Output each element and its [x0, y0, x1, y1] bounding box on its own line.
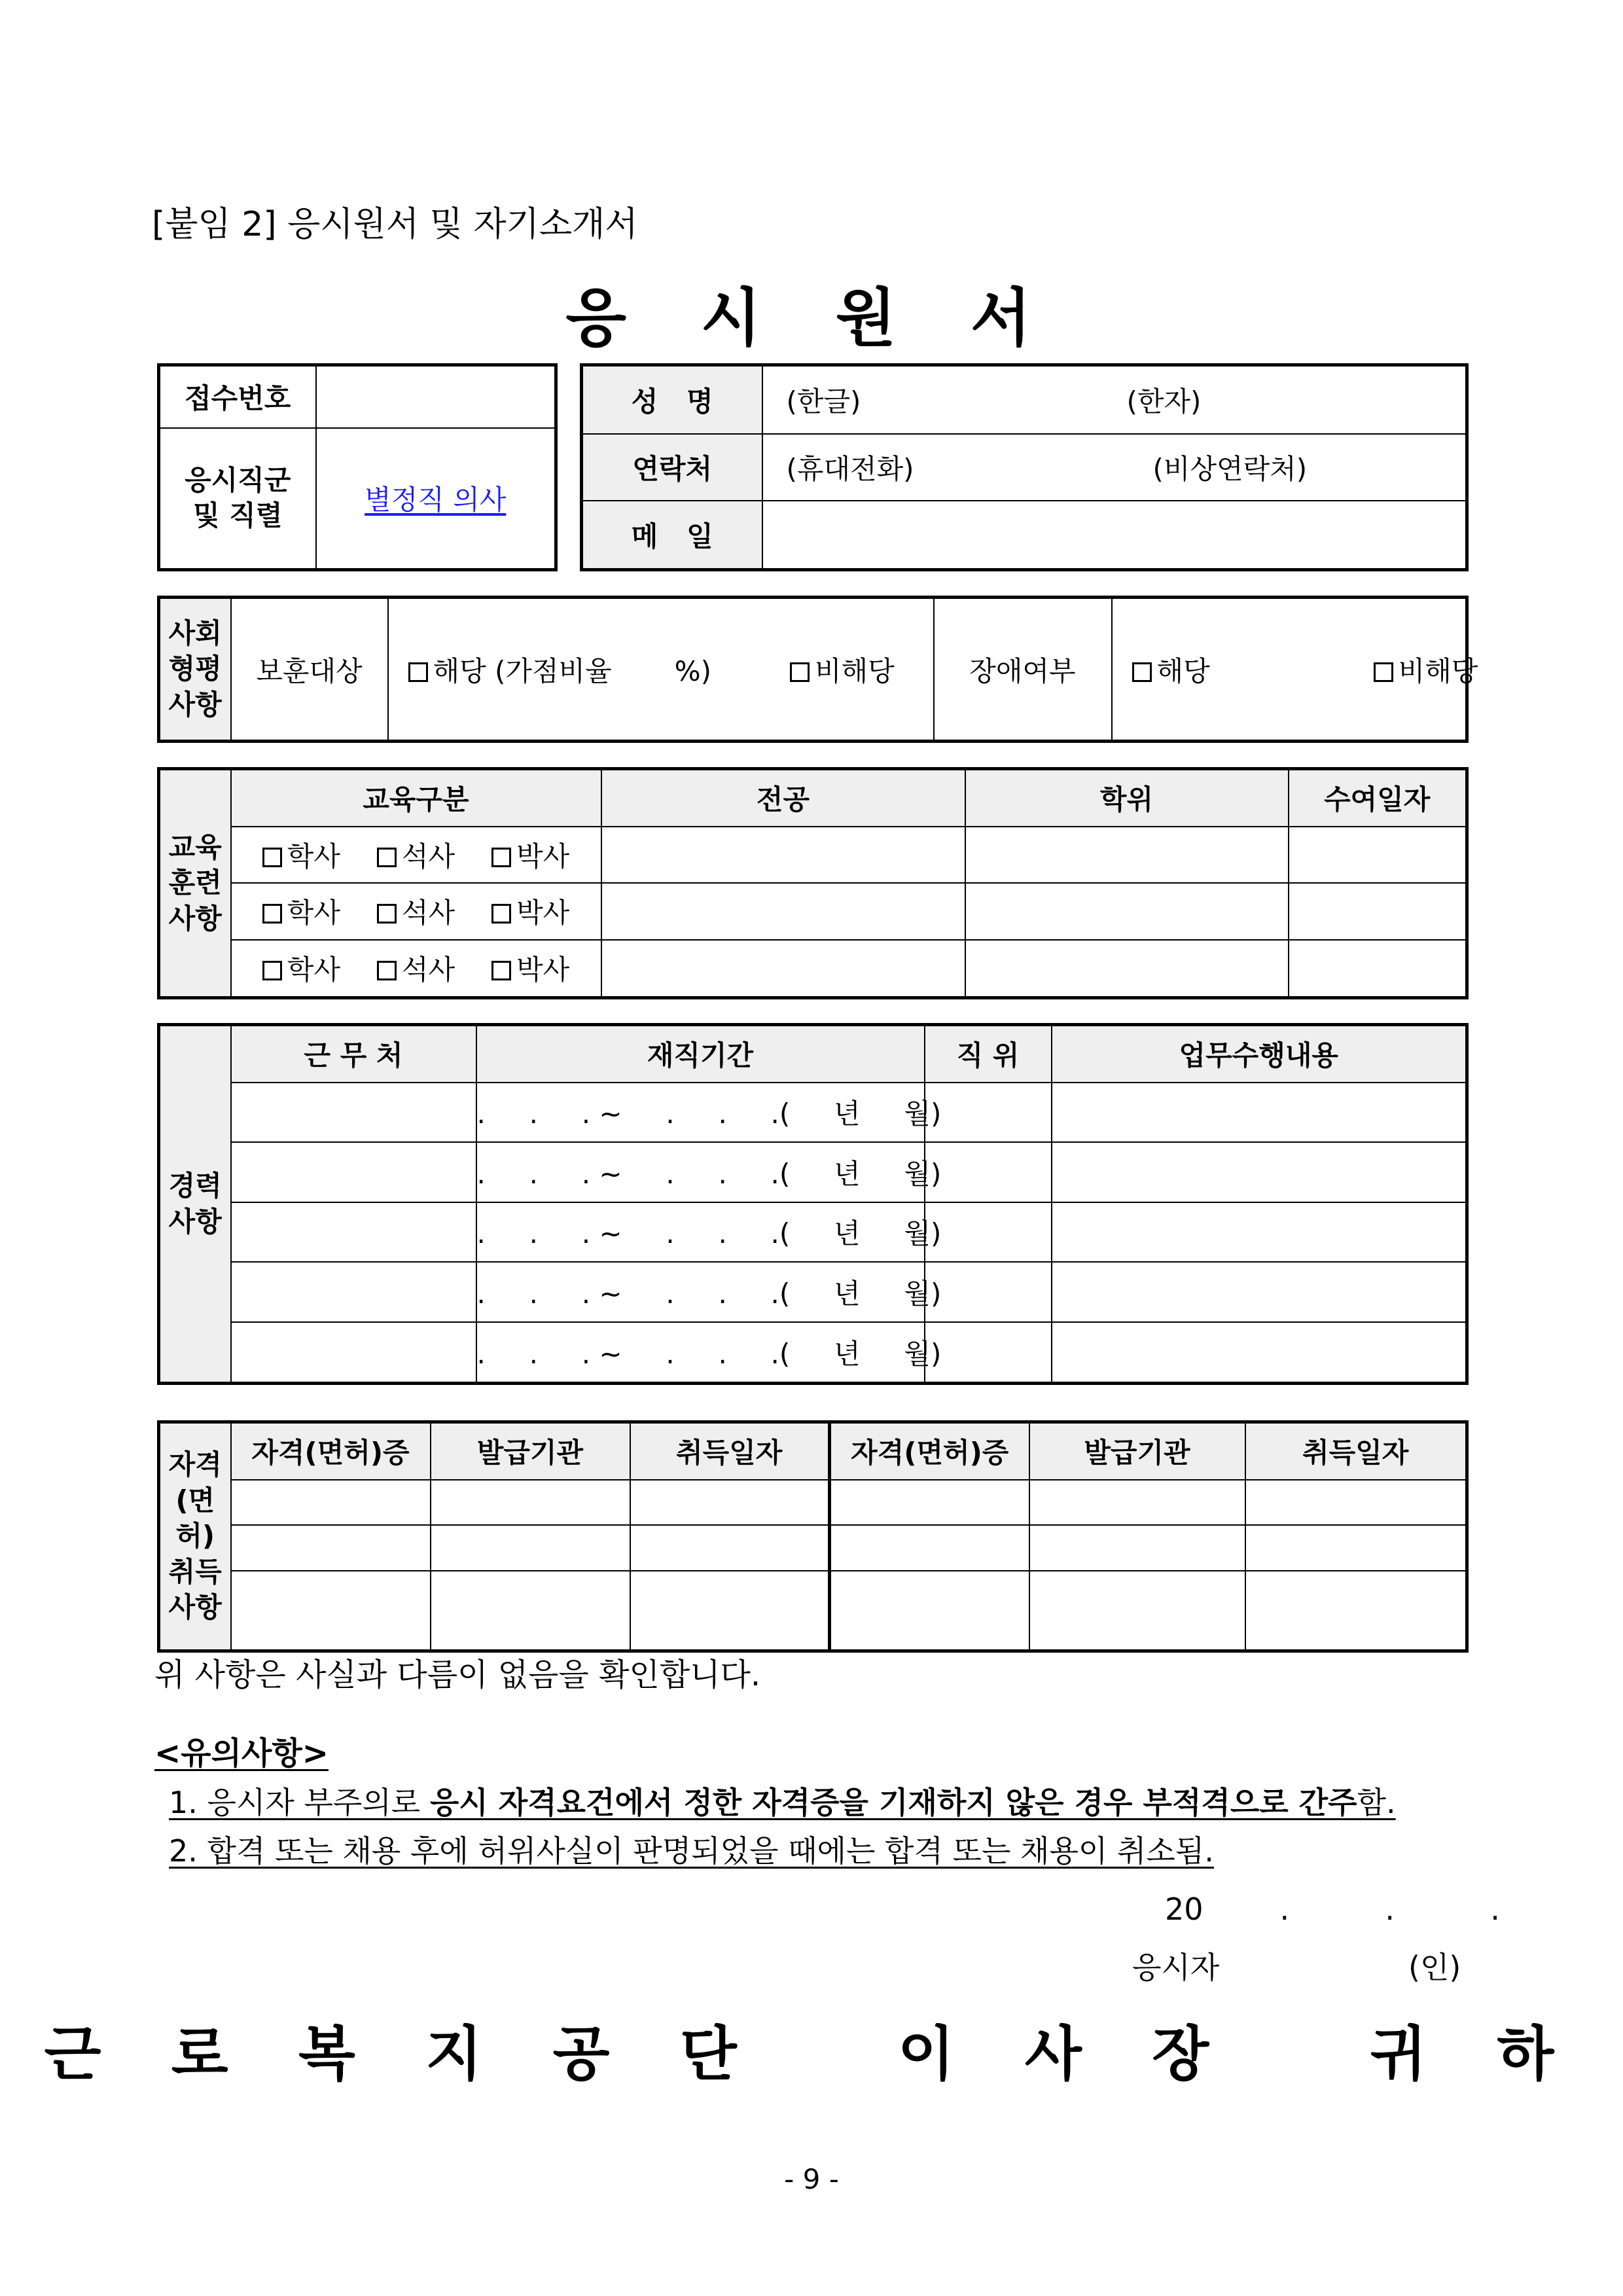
disability-label: 장애여부 — [934, 598, 1112, 742]
license-issuer-field[interactable] — [1029, 1525, 1245, 1571]
license-label-1: 자격 — [168, 1448, 222, 1481]
checkbox-icon[interactable] — [491, 904, 511, 924]
veteran-percent-label: %) — [674, 655, 711, 687]
career-header-workplace: 근 무 처 — [231, 1025, 476, 1083]
page-number: - 9 - — [784, 2163, 839, 2195]
email-field[interactable] — [762, 501, 1467, 569]
notice-item-2: 2. 합격 또는 채용 후에 허위사실이 판명되었을 때에는 합격 또는 채용이 취소됨. — [169, 1833, 1214, 1869]
major-field[interactable] — [601, 940, 965, 998]
license-date-field[interactable] — [1245, 1525, 1467, 1571]
social-label-1: 사회 — [168, 617, 222, 649]
personal-info-table — [580, 363, 1469, 571]
job-label-line1: 응시직군 — [185, 463, 291, 496]
checkbox-icon[interactable] — [262, 961, 282, 980]
period-field[interactable]: . . . ~ . . .( 년 월) — [476, 1322, 925, 1384]
table-row — [159, 940, 1467, 998]
name-label: 성 명 — [582, 365, 762, 434]
name-field[interactable] — [762, 365, 1467, 434]
education-table — [157, 767, 1469, 999]
date-line: 20 . . . — [1165, 1892, 1500, 1927]
license-name-field[interactable] — [231, 1571, 431, 1651]
license-name-field[interactable] — [231, 1480, 431, 1526]
award-date-field[interactable] — [1289, 940, 1467, 998]
job-category-label — [159, 428, 316, 570]
workplace-field[interactable] — [231, 1142, 476, 1202]
license-issuer-field[interactable] — [1029, 1571, 1245, 1651]
license-name-field[interactable] — [231, 1525, 431, 1571]
table-row — [159, 827, 1467, 884]
notice-item-1-bold: 응시 자격요건에서 정한 자격증을 기재하지 않은 경우 부적격으로 간주 — [429, 1785, 1357, 1820]
disability-no-label: 비해당 — [1398, 655, 1478, 687]
career-header-period: 재직기간 — [476, 1025, 925, 1083]
checkbox-icon[interactable] — [377, 961, 397, 980]
license-label-3: 취득 — [168, 1555, 222, 1588]
duties-field[interactable] — [1052, 1322, 1467, 1384]
veteran-yes-label: 해당 (가점비율 — [433, 655, 612, 687]
job-category-link[interactable]: 별정직 의사 — [365, 484, 507, 516]
checkbox-icon[interactable] — [1374, 662, 1393, 682]
degree-bachelor-label: 학사 — [287, 897, 340, 929]
workplace-field[interactable] — [231, 1322, 476, 1384]
table-row — [159, 1322, 1467, 1384]
applicant-label: 응시자 — [1132, 1950, 1220, 1985]
career-table — [157, 1023, 1469, 1385]
name-korean-label: (한글) — [786, 385, 861, 418]
position-field[interactable] — [925, 1262, 1052, 1322]
period-field[interactable]: . . . ~ . . .( 년 월) — [476, 1083, 925, 1143]
position-field[interactable] — [925, 1322, 1052, 1384]
checkbox-icon[interactable] — [491, 961, 511, 980]
name-hanja-label: (한자) — [1126, 385, 1202, 418]
table-row — [159, 1202, 1467, 1263]
major-field[interactable] — [601, 883, 965, 940]
license-issuer-field[interactable] — [1029, 1480, 1245, 1526]
license-label-2: (면허) — [175, 1484, 215, 1552]
career-label-2: 사항 — [168, 1205, 222, 1238]
degree-bachelor-label: 학사 — [287, 954, 340, 986]
award-date-field[interactable] — [1289, 883, 1467, 940]
notice-title: <유의사항> — [154, 1735, 329, 1772]
degree-options — [231, 827, 601, 884]
major-field[interactable] — [601, 827, 965, 884]
workplace-field[interactable] — [231, 1083, 476, 1143]
contact-label: 연락처 — [582, 434, 762, 501]
disability-options — [1112, 598, 1478, 742]
degree-field[interactable] — [965, 883, 1289, 940]
addressee: 근 로 복 지 공 단 이 사 장 귀 하 — [44, 2020, 1579, 2089]
confirm-statement: 위 사항은 사실과 다름이 없음을 확인합니다. — [154, 1657, 761, 1693]
license-header-issuer: 발급기관 — [1029, 1422, 1245, 1480]
table-row — [159, 883, 1467, 940]
period-field[interactable]: . . . ~ . . .( 년 월) — [476, 1142, 925, 1202]
degree-bachelor-label: 학사 — [287, 840, 340, 872]
table-row — [159, 1525, 1467, 1571]
license-header-name: 자격(면허)증 — [231, 1422, 431, 1480]
degree-doctor-label: 박사 — [516, 897, 570, 929]
career-header-position: 직 위 — [925, 1025, 1052, 1083]
table-row — [159, 1571, 1467, 1651]
checkbox-icon[interactable] — [377, 904, 397, 924]
contact-field[interactable] — [762, 434, 1467, 501]
checkbox-icon[interactable] — [262, 904, 282, 924]
license-date-field[interactable] — [1245, 1480, 1467, 1526]
license-issuer-field[interactable] — [431, 1571, 630, 1651]
page-title: 응 시 원 서 — [565, 281, 1058, 355]
degree-master-label: 석사 — [401, 840, 455, 872]
education-label-1: 교육 — [168, 831, 222, 863]
degree-field[interactable] — [965, 940, 1289, 998]
email-label: 메 일 — [582, 501, 762, 569]
education-header-type: 교육구분 — [231, 769, 601, 827]
position-field[interactable] — [925, 1142, 1052, 1202]
license-date-field[interactable] — [1245, 1571, 1467, 1651]
degree-options — [231, 940, 601, 998]
checkbox-icon[interactable] — [1132, 662, 1152, 682]
license-header-date: 취득일자 — [630, 1422, 830, 1480]
receipt-number-label: 접수번호 — [159, 365, 316, 428]
degree-options — [231, 883, 601, 940]
table-row — [159, 1083, 1467, 1143]
social-label-2: 형평 — [168, 653, 222, 685]
license-name-field[interactable] — [830, 1525, 1029, 1571]
license-label-4: 사항 — [168, 1591, 222, 1624]
license-issuer-field[interactable] — [431, 1480, 630, 1526]
career-header-duties: 업무수행내용 — [1052, 1025, 1467, 1083]
license-table — [157, 1420, 1469, 1653]
notice-item-1-pre: 1. 응시자 부주의로 — [169, 1785, 430, 1820]
veteran-options — [388, 598, 934, 742]
veteran-no-label: 비해당 — [814, 655, 895, 687]
license-date-field[interactable] — [630, 1480, 830, 1526]
education-label-3: 사항 — [168, 902, 222, 935]
receipt-job-table — [157, 363, 558, 571]
license-label — [159, 1422, 231, 1651]
education-label-2: 훈련 — [168, 867, 222, 899]
workplace-field[interactable] — [231, 1262, 476, 1322]
table-row — [159, 1142, 1467, 1202]
career-label — [159, 1025, 231, 1384]
license-issuer-field[interactable] — [431, 1525, 630, 1571]
checkbox-icon[interactable] — [408, 662, 428, 682]
mobile-label: (휴대전화) — [786, 452, 914, 485]
license-header-issuer: 발급기관 — [431, 1422, 630, 1480]
position-field[interactable] — [925, 1202, 1052, 1263]
duties-field[interactable] — [1052, 1202, 1467, 1263]
education-header-degree: 학위 — [965, 769, 1289, 827]
checkbox-icon[interactable] — [262, 848, 282, 867]
education-header-date: 수여일자 — [1289, 769, 1467, 827]
veteran-label: 보훈대상 — [231, 598, 388, 742]
license-date-field[interactable] — [630, 1525, 830, 1571]
education-header-major: 전공 — [601, 769, 965, 827]
job-category-field[interactable] — [316, 428, 556, 570]
period-field[interactable]: . . . ~ . . .( 년 월) — [476, 1202, 925, 1263]
checkbox-icon[interactable] — [491, 848, 511, 867]
license-date-field[interactable] — [630, 1571, 830, 1651]
duties-field[interactable] — [1052, 1262, 1467, 1322]
checkbox-icon[interactable] — [377, 848, 397, 867]
job-label-line2: 및 직렬 — [193, 499, 283, 532]
table-row — [159, 1262, 1467, 1322]
social-label-3: 사항 — [168, 688, 222, 721]
social-equity-table — [157, 596, 1478, 743]
disability-yes-label: 해당 — [1156, 655, 1210, 687]
career-label-1: 경력 — [168, 1169, 222, 1202]
license-header-name: 자격(면허)증 — [830, 1422, 1029, 1480]
duties-field[interactable] — [1052, 1083, 1467, 1143]
degree-master-label: 석사 — [401, 954, 455, 986]
position-field[interactable] — [925, 1083, 1052, 1143]
seal-label: (인) — [1408, 1950, 1461, 1985]
license-name-field[interactable] — [830, 1571, 1029, 1651]
license-name-field[interactable] — [830, 1480, 1029, 1526]
duties-field[interactable] — [1052, 1142, 1467, 1202]
award-date-field[interactable] — [1289, 827, 1467, 884]
social-equity-label — [159, 598, 231, 742]
degree-doctor-label: 박사 — [516, 840, 570, 872]
table-row — [159, 1480, 1467, 1526]
license-header-date: 취득일자 — [1245, 1422, 1467, 1480]
emergency-contact-label: (비상연락처) — [1152, 452, 1308, 485]
checkbox-icon[interactable] — [790, 662, 810, 682]
degree-doctor-label: 박사 — [516, 954, 570, 986]
notice-item-1 — [169, 1779, 1396, 1822]
workplace-field[interactable] — [231, 1202, 476, 1263]
degree-master-label: 석사 — [401, 897, 455, 929]
degree-field[interactable] — [965, 827, 1289, 884]
notice-item-1-post: 함. — [1357, 1785, 1396, 1820]
receipt-number-field[interactable] — [316, 365, 556, 428]
education-label — [159, 769, 231, 998]
attachment-title: [붙임 2] 응시원서 및 자기소개서 — [152, 205, 638, 244]
period-field[interactable]: . . . ~ . . .( 년 월) — [476, 1262, 925, 1322]
